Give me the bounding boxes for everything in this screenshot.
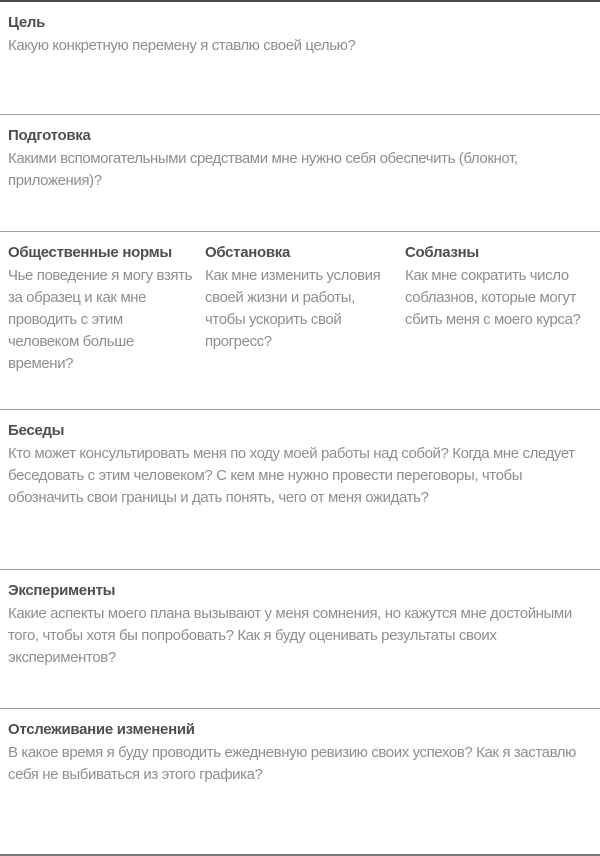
section-three-columns [0, 232, 600, 410]
section-title: Обстановка [205, 244, 291, 261]
section-question: Какие аспекты моего плана вызывают у меня сомнения, но кажутся мне достойными того, чтобы хотя бы попробовать? Как я буду оценивать результаты своих экспериментов? [8, 605, 572, 666]
section-question: Чье поведение я могу взять за образец и как мне проводить с этим человеком больше времени? [8, 267, 193, 372]
section-title: Беседы [8, 422, 65, 439]
section-title: Соблазны [405, 244, 479, 261]
section-preparation [0, 115, 600, 232]
column-environment [205, 242, 405, 353]
section-experiments [0, 570, 600, 709]
section-title: Отслеживание изменений [8, 721, 195, 738]
section-change-tracking [0, 709, 600, 845]
column-temptations [405, 242, 592, 331]
column-social-norms [8, 242, 205, 375]
section-question: Какую конкретную перемену я ставлю своей целью? [8, 37, 356, 54]
section-question: В какое время я буду проводить ежедневную ревизию своих успехов? Как я заставлю себя не выбиваться из этого графика? [8, 744, 576, 783]
section-title: Подготовка [8, 127, 91, 144]
section-goal [0, 2, 600, 115]
section-question: Кто может консультировать меня по ходу моей работы над собой? Когда мне следует беседовать с этим человеком? С кем мне нужно провести переговоры, чтобы обозначить свои границы и дать понять, чего от меня ожидать? [8, 445, 575, 506]
section-question: Как мне сократить число соблазнов, которые могут сбить меня с моего курса? [405, 267, 581, 328]
section-conversations [0, 410, 600, 570]
section-question: Какими вспомогательными средствами мне нужно себя обеспечить (блокнот, приложения)? [8, 150, 518, 189]
section-title: Цель [8, 14, 46, 31]
section-title: Эксперименты [8, 582, 116, 599]
section-question: Как мне изменить условия своей жизни и работы, чтобы ускорить свой прогресс? [205, 267, 381, 350]
section-title: Общественные нормы [8, 244, 172, 261]
